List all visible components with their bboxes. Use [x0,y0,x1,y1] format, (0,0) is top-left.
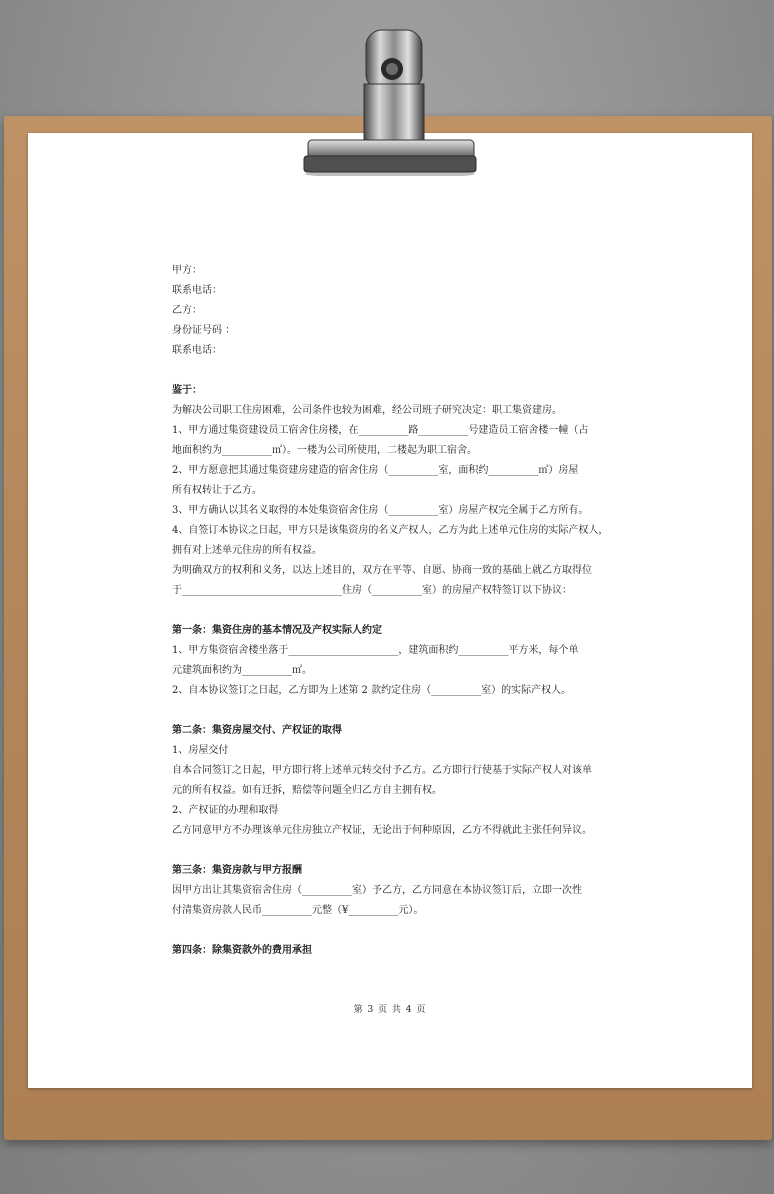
document-line: 3、甲方确认以其名义取得的本处集资宿舍住房（__________室）房屋产权完全属于乙方所有。 [172,505,589,516]
document-line: 身份证号码 ： [172,325,236,336]
document-line: 所有权转让于乙方。 [172,485,262,496]
document-line: 1、甲方通过集资建设员工宿舍住房楼，在__________路__________号建造员工宿舍楼一幢（占 [172,425,589,436]
document-line: 元建筑面积约为__________㎡。 [172,665,312,676]
document-body [172,261,622,961]
document-line: 乙方同意甲方不办理该单元住房独立产权证，无论出于何种原因，乙方不得就此主张任何异议。 [172,825,592,836]
document-line: 4、自签订本协议之日起，甲方只是该集资房的名义产权人，乙方为此上述单元住房的实际产权人， [172,525,609,536]
document-line: 联系电话： [172,345,222,356]
document-page [28,133,752,1088]
section-heading: 第三条：集资房款与甲方报酬 [172,865,302,876]
document-line: 1、甲方集资宿舍楼坐落于______________________，建筑面积约__________平方米，每个单 [172,645,579,656]
document-line: 因甲方出让其集资宿舍住房（__________室）予乙方，乙方同意在本协议签订后，立即一次性 [172,885,582,896]
document-line: 自本合同签订之日起，甲方即行将上述单元转交付予乙方。乙方即行行使基于实际产权人对该单 [172,765,592,776]
section-heading: 鉴于： [172,385,202,396]
document-line: 于________________________________住房（__________室）的房屋产权特签订以下协议： [172,585,572,596]
document-line: 2、甲方愿意把其通过集资建房建造的宿舍住房（__________室，面积约__________㎡）房屋 [172,465,579,476]
document-line: 为明确双方的权利和义务，以达上述目的，双方在平等、自愿、协商一致的基础上就乙方取得位 [172,565,592,576]
document-line: 联系电话： [172,285,222,296]
document-line: 付清集资房款人民币__________元整（¥__________元）。 [172,905,424,916]
spacer [172,601,622,621]
spacer [172,921,622,941]
section-heading: 第一条：集资住房的基本情况及产权实际人约定 [172,625,382,636]
section-heading: 第四条：除集资款外的费用承担 [172,945,312,956]
document-line: 2、产权证的办理和取得 [172,805,279,816]
binder-clip-icon [300,24,480,176]
document-line: 元的所有权益。如有迁拆，赔偿等问题全归乙方自主拥有权。 [172,785,442,796]
document-line: 2、自本协议签订之日起，乙方即为上述第 2 款约定住房（__________室）的实际产权人。 [172,685,572,696]
section-heading: 第二条：集资房屋交付、产权证的取得 [172,725,342,736]
document-line: 为解决公司职工住房困难，公司条件也较为困难，经公司班子研究决定：职工集资建房。 [172,405,562,416]
spacer [172,361,622,381]
document-line: 拥有对上述单元住房的所有权益。 [172,545,322,556]
spacer [172,841,622,861]
document-line: 甲方： [172,265,202,276]
page-number: 第 3 页 共 4 页 [353,1005,427,1015]
document-line: 1、房屋交付 [172,745,229,756]
document-line: 地面积约为__________㎡）。一楼为公司所使用，二楼起为职工宿舍。 [172,445,477,456]
spacer [172,701,622,721]
document-line: 乙方： [172,305,202,316]
